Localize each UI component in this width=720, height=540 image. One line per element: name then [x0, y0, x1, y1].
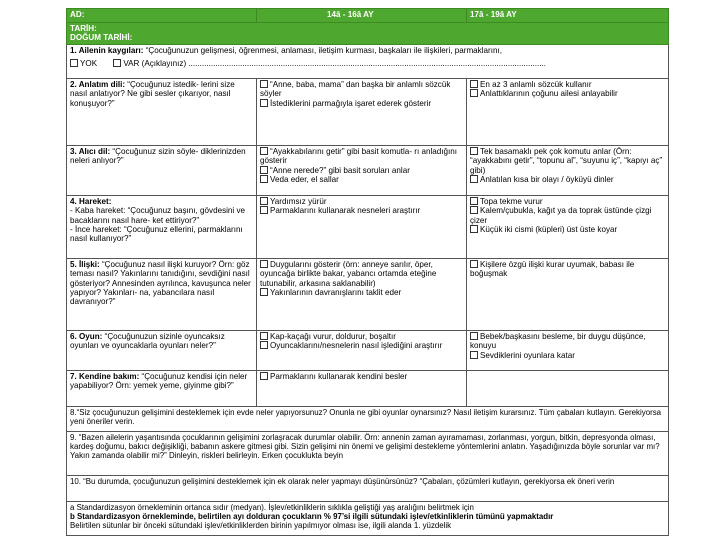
q1-title: 1. Ailenin kaygıları: — [70, 45, 144, 55]
q6-col2 — [467, 330, 669, 370]
item-text: Anlatılan kısa bir olayı / öyküyü dinler — [480, 174, 614, 184]
ad-label: AD: — [67, 9, 257, 23]
q3-title: 3. Alıcı dil: — [70, 146, 111, 156]
q2-col2 — [467, 78, 669, 145]
checkbox[interactable] — [470, 260, 478, 268]
q6-title: 6. Oyun: — [70, 331, 103, 341]
item-text: Kap-kaçağı vurur, doldurur, boşaltır — [270, 331, 396, 341]
q2-text: “Çocuğunuz istedik- lerini size nasıl anlatıyor? Ne gibi sesler çıkarıyor, nasıl konuşuyor?” — [70, 79, 235, 108]
q3-col2 — [467, 145, 669, 195]
checkbox[interactable] — [260, 206, 268, 214]
item-text: “Ayakkabılarını getir” gibi basit komutla- rı anladığını gösterir — [260, 146, 457, 166]
checkbox[interactable] — [260, 288, 268, 296]
item-text: En az 3 anlamlı sözcük kullanır — [480, 79, 592, 89]
item-text: Bebek/başkasını besleme, bir duygu düşünce, konuyu — [470, 331, 646, 351]
item-text: Oyuncaklarını/nesnelerin nasıl işlediğini araştırır — [270, 341, 443, 351]
q5-text: “Çocuğunuz nasıl ilişki kuruyor? Örn: göz teması nasıl? Yakınlarını tanıdığını, sevdiğini nasıl gösteriyor? Annesinden ayrılınca, kavuşunca neler yapıyor? Yakınları- na, yabancılara nasıl davranıyor?” — [70, 259, 251, 307]
checkbox[interactable] — [470, 351, 478, 359]
q4-fine-motor: - İnce hareket: “Çocuğunuz ellerini, parmaklarını nasıl kullanıyor?” — [70, 224, 243, 244]
item-text: Küçük iki cismi (küpleri) üst üste koyar — [480, 224, 618, 234]
item-text: Parmaklarını kullanarak nesneleri araştırır — [270, 206, 421, 216]
q4-col1 — [257, 195, 467, 258]
q6-col1 — [257, 330, 467, 370]
tarih-label: TARİH: — [70, 24, 97, 33]
q1-cell — [67, 44, 669, 78]
item-text: Sevdiklerini oyunlara katar — [480, 350, 575, 360]
item-text: Topa tekme vurur — [480, 196, 543, 206]
checkbox[interactable] — [470, 197, 478, 205]
guide-form — [66, 8, 668, 536]
item-text: Duygularını gösterir (örn: anneye sarılır, öper, oyuncağa birlikte bakar, yabancı ortamda eteğine tutunabilir, arkasına saklanabilir) — [260, 259, 437, 288]
item-text: “Anne, baba, mama” dan başka bir anlamlı sözcük söyler — [260, 79, 451, 99]
item-text: Tek basamaklı pek çok komutu anlar (Örn: “ayakkabını getir”, “topunu al”, “suyunu iç”, “kapıyı aç” gibi) — [470, 146, 663, 175]
footnotes-cell — [67, 501, 669, 535]
item-text: Parmaklarını kullanarak kendini besler — [270, 371, 408, 381]
checkbox[interactable] — [470, 89, 478, 97]
var-checkbox[interactable] — [113, 59, 121, 67]
dogum-label: DOĞUM TARİHİ: — [70, 33, 133, 43]
checkbox[interactable] — [260, 341, 268, 349]
checkbox[interactable] — [470, 332, 478, 340]
checkbox[interactable] — [470, 175, 478, 183]
q2-col1 — [257, 78, 467, 145]
q3-question — [67, 145, 257, 195]
q6-text: “Çocuğunuzun sizinle oyuncaksız oyunları ve oyuncaklarla oyunları neler?” — [70, 331, 225, 351]
item-text: “Anne nerede?” gibi basit soruları anlar — [270, 165, 410, 175]
q5-question — [67, 258, 257, 330]
q3-col1 — [257, 145, 467, 195]
item-text: Yardımsız yürür — [270, 196, 327, 206]
footnote-b: b Standardizasyon örnekleminde, belirtilen ayı dolduran çocukların % 97’si ilgili sütundaki işlev/etkinliklerin tümünü yapmaktadır — [70, 511, 554, 521]
item-text: Kişilere özgü ilişki kurar uyumak, babası ile boğuşmak — [470, 259, 635, 279]
q1-text: “Çocuğunuzun gelişmesi, öğrenmesi, anlaması, iletişim kurması, başkaları ile ilişkileri, parmaklarını, — [143, 45, 502, 55]
checkbox[interactable] — [470, 206, 478, 214]
q2-question — [67, 78, 257, 145]
q7-question — [67, 370, 257, 406]
q7-text: “Çocuğunuz kendisi için neler yapabiliyor? Örn: yemek yeme, giyinme gibi?” — [70, 371, 248, 391]
q9-cell: 9. “Bazen ailelerin yaşantısında çocuklarının gelişimini zorlaşracak durumlar olabilir. Örn: annenin zaman ayıramaması, zorlanması, yorgun, bitkin, depresyonda olması, kardeş doğumu, bakıcı değişikliği, babanın askere gitmesi gibi. Sizin gelişimi nin önemi ve gelişimi destekleme yöntemlerini anlatın. Yaşadığınızda böyle sorunlar var mı? Yakın zamanda olabilir mi?” Dinleyin, riskleri belirleyin. Erken çocuklukta beyin — [67, 431, 669, 475]
age-col-17-19: 17â - 19â AY — [467, 9, 669, 23]
item-text: Veda eder, el sallar — [270, 174, 339, 184]
q5-col2 — [467, 258, 669, 330]
checkbox[interactable] — [260, 80, 268, 88]
q7-title: 7. Kendine bakım: — [70, 371, 140, 381]
checkbox[interactable] — [260, 332, 268, 340]
age-col-14-16: 14â - 16â AY — [257, 9, 467, 23]
footnote-c: Belirtilen sütunlar bir önceki sütundaki işlev/etkinliklerden birinin yapılmıyor olması ise, ilgili alanda 1. yüzdelik — [70, 521, 452, 531]
q5-title: 5. İlişki: — [70, 259, 100, 269]
footnote-a: a Standardizasyon örnekleminin ortanca sıdır (medyan). İşlev/etkinliklerin sıklıkla geliştiği yaş aralığını belirtmek için — [70, 502, 474, 512]
item-text: Kalem/çubukla, kağıt ya da toprak üstünde çizgi çizer — [470, 206, 652, 225]
q5-col1 — [257, 258, 467, 330]
q7-col2 — [467, 370, 669, 406]
q2-title: 2. Anlatım dili: — [70, 79, 126, 89]
checkbox[interactable] — [260, 175, 268, 183]
checkbox[interactable] — [260, 372, 268, 380]
checkbox[interactable] — [260, 166, 268, 174]
q4-col2 — [467, 195, 669, 258]
q10-cell: 10. “Bu durumda, çocuğunuzun gelişimini desteklemek için ek olarak neler yapmayı düşünürsünüz? “Çabaları, çözümleri kutlayın, gerekiyorsa ek öneri verin — [67, 475, 669, 501]
yok-label: YOK — [80, 59, 98, 69]
item-text: Yakınlarının davranışlarını taklit eder — [270, 287, 402, 297]
q4-gross-motor: - Kaba hareket: “Çocuğunuz başını, gövdesini ve bacaklarını nasıl hare- ket ettiriyor?” — [70, 206, 246, 225]
checkbox[interactable] — [470, 225, 478, 233]
q6-question — [67, 330, 257, 370]
checkbox[interactable] — [260, 260, 268, 268]
checkbox[interactable] — [260, 197, 268, 205]
q3-text: “Çocuğunuz sizin söyle- diklerinizden neleri anlıyor?” — [70, 146, 246, 166]
checkbox[interactable] — [260, 147, 268, 155]
yok-checkbox[interactable] — [70, 59, 78, 67]
var-label: VAR (Açıklayınız) ............................................................................................................................................................... — [123, 59, 546, 69]
checkbox[interactable] — [470, 147, 478, 155]
q4-question — [67, 195, 257, 258]
q4-title: 4. Hareket: — [70, 196, 112, 206]
item-text: İstediklerini parmağıyla işaret ederek gösterir — [270, 98, 432, 108]
q8-cell: 8.“Siz çocuğunuzun gelişimini desteklemek için evde neler yapıyorsunuz? Onunla ne gibi oyunlar oynarsınız? Nasıl iletişim kurarsınız. Tüm çabaları kutlayın. Gerekiyorsa yeni öneriler verin. — [67, 406, 669, 431]
checkbox[interactable] — [470, 80, 478, 88]
checkbox[interactable] — [260, 99, 268, 107]
item-text: Anlattıklarının çoğunu ailesi anlayabilir — [480, 89, 618, 99]
q7-col1 — [257, 370, 467, 406]
date-header — [67, 23, 669, 45]
